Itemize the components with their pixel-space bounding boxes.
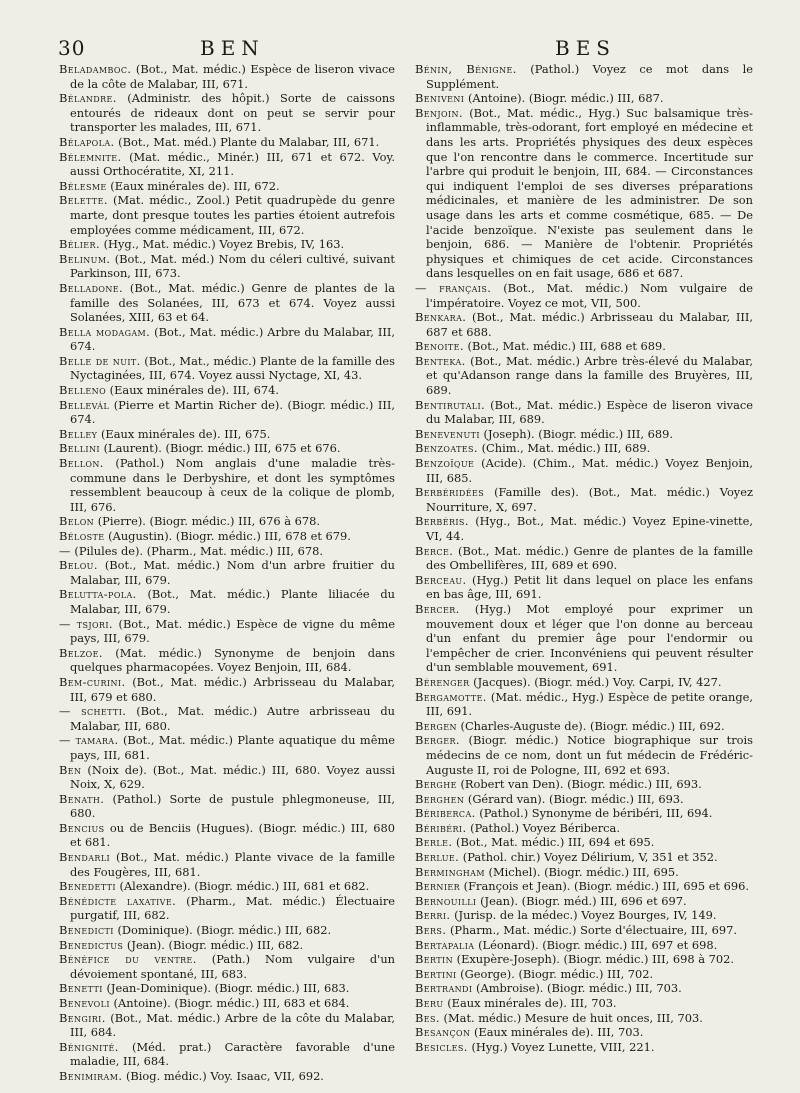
entry-text: (Eaux minérales de). III, 675. bbox=[97, 426, 271, 441]
entry-headword: Berbéridées bbox=[415, 485, 485, 500]
dictionary-entry bbox=[415, 792, 753, 807]
dictionary-entry bbox=[59, 135, 395, 150]
dictionary-entry bbox=[59, 237, 395, 252]
entry-text: (Bot., Mat. médic.) Arbre très-élevé du Malabar, et qu'Adanson range dans la famille des Bruyères, III, 689. bbox=[426, 353, 753, 398]
entry-text: (Bot., Mat. médic.) III, 688 et 689. bbox=[463, 339, 666, 354]
entry-text: (Famille des). (Bot., Mat. médic.) Voyez Nourriture, X, 697. bbox=[426, 485, 753, 514]
entry-text: (Augustin). (Biogr. médic.) III, 678 et 679. bbox=[104, 529, 351, 543]
entry-text: (Bot., Mat., médic.) Plante de la famille des Nyctaginées, III, 674. Voyez aussi Nyctage, XI, 43. bbox=[70, 353, 395, 383]
entry-text: (Michel). (Biogr. médic.) III, 695. bbox=[484, 864, 679, 879]
entry-text: (Joseph). (Biogr. médic.) III, 689. bbox=[479, 426, 673, 441]
entry-text: (Bot., Mat. médic.) Plante liliacée du Malabar, III, 679. bbox=[70, 587, 395, 616]
entry-headword: Benetti bbox=[59, 981, 103, 996]
page-number: 30 bbox=[58, 36, 86, 60]
entry-text: (Antoine). (Biogr. médic.) III, 683 et 684. bbox=[109, 996, 350, 1010]
entry-text: (Bot., Mat. médic.) Plante aquatique du même pays, III, 681. bbox=[70, 733, 395, 762]
dictionary-entry bbox=[59, 1040, 395, 1069]
entry-headword: Beladamboc. bbox=[59, 62, 132, 76]
entry-text: (Acide). (Chim., Mat. médic.) Voyez Benjoin, III, 685. bbox=[426, 456, 753, 485]
dictionary-entry bbox=[59, 617, 395, 646]
dictionary-entry bbox=[415, 733, 753, 777]
dictionary-entry bbox=[59, 150, 395, 179]
dictionary-entry bbox=[59, 354, 395, 383]
entry-headword: Bertrandi bbox=[415, 981, 473, 996]
entry-text: ou de Benciis (Hugues). (Biogr. médic.) III, 680 et 681. bbox=[70, 820, 395, 850]
entry-headword: Benedetti bbox=[59, 879, 116, 894]
entry-headword: Béribéri. bbox=[415, 820, 467, 835]
entry-headword: Benjoin. bbox=[415, 105, 463, 120]
entry-headword: Bella modagam. bbox=[59, 324, 151, 339]
dictionary-entry bbox=[415, 1040, 753, 1055]
entry-text: (Bot., Mat. méd.) Nom du céleri cultivé, suivant Parkinson, III, 673. bbox=[70, 251, 395, 281]
entry-headword: Benimiram. bbox=[59, 1068, 123, 1083]
entry-text: (Ambroise). (Biogr. médic.) III, 703. bbox=[472, 981, 682, 996]
entry-text: (Hyg.) Mot employé pour exprimer un mouvement doux et léger que l'on donne au berceau d'un enfant du premier âge pour l'endormir ou l'empêcher de crier. Inconvéniens qui peuvent résulter d'un semblable mouvement, 691. bbox=[426, 601, 753, 675]
entry-headword: Bélemnite. bbox=[59, 149, 122, 164]
dictionary-entry bbox=[59, 441, 395, 456]
dictionary-entry bbox=[59, 398, 395, 427]
entry-headword: Besicles. bbox=[415, 1039, 468, 1054]
entry-headword: Belle de nuit. bbox=[59, 353, 141, 368]
dictionary-entry bbox=[59, 193, 395, 237]
entry-headword: Besançon bbox=[415, 1025, 471, 1040]
dictionary-entry bbox=[415, 879, 753, 894]
dictionary-entry bbox=[415, 908, 753, 923]
dictionary-entry bbox=[59, 923, 395, 938]
dictionary-entry bbox=[59, 675, 395, 704]
dictionary-entry bbox=[415, 339, 753, 354]
entry-text: (Mat. médic.) Synonyme de benjoin dans quelques pharmacopées. Voyez Benjoin, III, 684. bbox=[70, 645, 395, 675]
dictionary-entry bbox=[59, 587, 395, 616]
dictionary-entry bbox=[59, 850, 395, 879]
entry-text: (Jean-Dominique). (Biogr. médic.) III, 683. bbox=[102, 981, 350, 996]
entry-text: (Exupère-Joseph). (Biogr. médic.) III, 698 à 702. bbox=[453, 952, 734, 967]
dictionary-entry bbox=[59, 456, 395, 514]
entry-headword: Bertini bbox=[415, 966, 457, 981]
dictionary-entry bbox=[415, 894, 753, 909]
dictionary-entry bbox=[59, 558, 395, 587]
entry-text: (Laurent). (Biogr. médic.) III, 675 et 676. bbox=[99, 441, 341, 456]
dictionary-entry bbox=[415, 806, 753, 821]
dictionary-entry bbox=[415, 675, 753, 690]
entry-headword: Berri. bbox=[415, 908, 451, 923]
entry-headword: Bercer. bbox=[415, 601, 460, 616]
entry-text: (Jacques). (Biogr. méd.) Voy. Carpi, IV, 427. bbox=[469, 674, 722, 689]
dictionary-entry bbox=[415, 106, 753, 281]
entry-text: (Dominique). (Biogr. médic.) III, 682. bbox=[113, 923, 332, 938]
dictionary-entry bbox=[59, 733, 395, 762]
dictionary-entry bbox=[415, 91, 753, 106]
entry-text: (Pathol. chir.) Voyez Délirium, V, 351 et 352. bbox=[459, 850, 718, 865]
dictionary-entry bbox=[415, 850, 753, 865]
dictionary-entry bbox=[59, 996, 395, 1011]
entry-text: (Hyg., Mat. médic.) Voyez Brebis, IV, 163. bbox=[99, 237, 345, 252]
entry-headword: Bertin bbox=[415, 952, 453, 967]
dictionary-entry bbox=[59, 821, 395, 850]
entry-text: (Bot., Mat. médic.) Espèce de liseron vivace du Malabar, III, 689. bbox=[426, 397, 753, 427]
entry-headword: Belley bbox=[59, 426, 98, 441]
left-column bbox=[59, 62, 395, 1084]
entry-headword: Bergamotte. bbox=[415, 689, 487, 704]
entry-text: (Mat. médic., Zool.) Petit quadrupède du genre marte, dont presque toutes les parties étoient autrefois employées comme médicament, III, 672. bbox=[70, 193, 395, 237]
dictionary-entry bbox=[415, 690, 753, 719]
dictionary-entry bbox=[59, 879, 395, 894]
dictionary-entry bbox=[59, 325, 395, 354]
entry-headword: Bénédicte laxative. bbox=[59, 893, 177, 908]
entry-text: (Pathol.) Synonyme de béribéri, III, 694. bbox=[475, 806, 713, 821]
dictionary-entry bbox=[59, 427, 395, 442]
entry-text: (François et Jean). (Biogr. médic.) III, 695 et 696. bbox=[460, 879, 749, 894]
entry-headword: Bergen bbox=[415, 718, 457, 733]
entry-text: (Mat. médic., Hyg.) Espèce de petite orange, III, 691. bbox=[426, 689, 753, 719]
entry-headword: Bénéfice du ventre. bbox=[59, 952, 197, 967]
dictionary-entry bbox=[59, 383, 395, 398]
entry-headword: Benevenuti bbox=[415, 426, 480, 441]
entry-text: (Eaux minérales de). III, 703. bbox=[443, 996, 617, 1010]
dictionary-entry bbox=[415, 427, 753, 442]
entry-headword: Belinum. bbox=[59, 251, 111, 266]
entry-text: (Pharm., Mat. médic.) Électuaire purgatif, III, 682. bbox=[70, 893, 396, 923]
dictionary-entry bbox=[415, 1025, 753, 1040]
entry-text: (Bot., Mat. médic.) Nom d'un arbre fruitier du Malabar, III, 679. bbox=[70, 558, 395, 587]
entry-headword: Ben bbox=[59, 762, 82, 777]
dictionary-entry bbox=[59, 938, 395, 953]
dictionary-entry bbox=[59, 646, 395, 675]
entry-text: (Alexandre). (Biogr. médic.) III, 681 et 682. bbox=[115, 879, 370, 894]
entry-headword: — tsjori. bbox=[59, 616, 113, 631]
right-column bbox=[415, 62, 753, 1054]
dictionary-entry bbox=[415, 310, 753, 339]
dictionary-entry bbox=[59, 252, 395, 281]
entry-text: (Bot., Mat. médic.) Genre de plantes de la famille des Ombellifères, III, 689 et 690. bbox=[426, 543, 753, 573]
dictionary-entry bbox=[59, 281, 395, 325]
entry-headword: Berghe bbox=[415, 777, 457, 792]
entry-text: (Jean). (Biogr. méd.) III, 696 et 697. bbox=[476, 893, 687, 908]
dictionary-entry bbox=[59, 179, 395, 194]
dictionary-entry bbox=[59, 62, 395, 91]
entry-headword: Bérenger bbox=[415, 674, 470, 689]
entry-text: (Bot., Mat. médic.) III, 694 et 695. bbox=[452, 835, 655, 850]
left-running-head: BEN bbox=[200, 36, 265, 60]
dictionary-entry bbox=[59, 544, 395, 559]
entry-headword: Benzoates. bbox=[415, 441, 478, 456]
entry-text: (Pathol.) Voyez Bériberca. bbox=[466, 820, 620, 835]
entry-headword: Berce. bbox=[415, 543, 454, 558]
entry-text: (Path.) Nom vulgaire d'un dévoiement spontané, III, 683. bbox=[70, 952, 395, 981]
entry-text: (Biogr. médic.) Notice biographique sur trois médecins de ce nom, dont un fut médecin de Frédéric-Auguste II, roi de Pologne, III, 692 et 693. bbox=[426, 733, 753, 777]
entry-headword: Benath. bbox=[59, 791, 105, 806]
entry-headword: Bernouilli bbox=[415, 893, 477, 908]
dictionary-entry bbox=[59, 792, 395, 821]
entry-headword: Benkara. bbox=[415, 310, 467, 325]
entry-text: (Pierre et Martin Richer de). (Biogr. médic.) III, 674. bbox=[70, 397, 395, 427]
entry-headword: Benoite. bbox=[415, 339, 464, 354]
entry-text: (Pathol.) Voyez ce mot dans le Supplément. bbox=[426, 62, 753, 91]
entry-headword: Bénignité. bbox=[59, 1039, 119, 1054]
entry-text: (Antoine). (Biogr. médic.) III, 687. bbox=[464, 91, 664, 106]
entry-headword: Berle. bbox=[415, 835, 453, 850]
entry-headword: Belon bbox=[59, 514, 95, 529]
entry-text: (Léonard). (Biogr. médic.) III, 697 et 698. bbox=[474, 937, 718, 952]
entry-headword: Benteka. bbox=[415, 353, 466, 368]
entry-headword: — tamara. bbox=[59, 733, 119, 748]
entry-headword: Berghen bbox=[415, 791, 465, 806]
entry-text: (Pierre). (Biogr. médic.) III, 676 à 678. bbox=[94, 514, 320, 529]
entry-headword: Berceau. bbox=[415, 572, 467, 587]
entry-text: (Jurisp. de la médec.) Voyez Bourges, IV, 149. bbox=[450, 908, 717, 923]
entry-text: (Eaux minérales de). III, 672. bbox=[106, 178, 280, 193]
entry-headword: Bélapola. bbox=[59, 134, 115, 149]
entry-headword: Benedicti bbox=[59, 923, 114, 938]
dictionary-entry bbox=[415, 996, 753, 1011]
entry-headword: Bélier. bbox=[59, 237, 100, 252]
entry-text: (Bot., Mat. médic.) Genre de plantes de la famille des Solanées, III, 673 et 674. Voyez aussi Solanées, XIII, 63 et 64. bbox=[70, 280, 395, 325]
entry-headword: Bellini bbox=[59, 441, 100, 456]
entry-text: (Chim., Mat. médic.) III, 689. bbox=[477, 441, 651, 456]
entry-headword: Bem-curini. bbox=[59, 674, 126, 689]
entry-headword: Bes. bbox=[415, 1010, 440, 1025]
dictionary-entry bbox=[415, 62, 753, 91]
entry-text: (Administr. des hôpit.) Sorte de caissons entourés de rideaux dont on peut se servir pour transporter les malades, III, 671. bbox=[70, 91, 395, 135]
entry-headword: Bengiri. bbox=[59, 1010, 106, 1025]
entry-text: (Hyg.) Petit lit dans lequel on place les enfans en bas âge, III, 691. bbox=[426, 572, 753, 602]
entry-headword: Berbéris. bbox=[415, 514, 469, 529]
entry-text: (Jean). (Biogr. médic.) III, 682. bbox=[123, 937, 304, 952]
dictionary-entry bbox=[59, 1069, 395, 1084]
entry-text: (Mat. médic.) Mesure de huit onces, III, 703. bbox=[439, 1010, 703, 1025]
entry-text: (Bot., Mat. médic.) Nom vulgaire de l'impératoire. Voyez ce mot, VII, 500. bbox=[426, 280, 753, 310]
entry-text: (Méd. prat.) Caractère favorable d'une maladie, III, 684. bbox=[70, 1039, 395, 1069]
dictionary-entry bbox=[415, 602, 753, 675]
dictionary-entry bbox=[59, 529, 395, 544]
entry-text: (Charles-Auguste de). (Biogr. médic.) III, 692. bbox=[456, 718, 725, 733]
entry-text: (Hyg.) Voyez Lunette, VIII, 221. bbox=[467, 1039, 655, 1054]
entry-text: (Bot., Mat. médic.) Arbrisseau du Malabar, III, 679 et 680. bbox=[70, 674, 395, 704]
entry-headword: Berger. bbox=[415, 733, 460, 748]
entry-text: (Eaux minérales de). III, 703. bbox=[470, 1025, 644, 1040]
entry-text: (Eaux minérales de). III, 674. bbox=[106, 383, 280, 398]
dictionary-entry bbox=[59, 91, 395, 135]
dictionary-entry bbox=[415, 1011, 753, 1026]
entry-headword: Bers. bbox=[415, 923, 447, 938]
entry-headword: Belette. bbox=[59, 193, 108, 208]
dictionary-entry bbox=[415, 514, 753, 543]
entry-text: (Pilules de). (Pharm., Mat. médic.) III, 678. bbox=[70, 543, 323, 558]
entry-text: (Pathol.) Nom anglais d'une maladie très-commune dans le Derbyshire, et dont les symptômes ressemblent beaucoup à ceux de la colique de plomb, III, 676. bbox=[70, 456, 395, 514]
entry-headword: Belladone. bbox=[59, 280, 124, 295]
entry-headword: — français. bbox=[415, 280, 492, 295]
entry-headword: Belleno bbox=[59, 383, 107, 398]
entry-headword: Benevoli bbox=[59, 996, 110, 1010]
entry-text: (George). (Biogr. médic.) III, 702. bbox=[456, 966, 654, 981]
entry-text: (Bot., Mat. médic.) Espèce de liseron vivace de la côte de Malabar, III, 671. bbox=[70, 62, 395, 91]
right-running-head: BES bbox=[555, 36, 616, 60]
entry-text: (Bot., Mat. médic.) Arbre de la côte du Malabar, III, 684. bbox=[70, 1010, 395, 1040]
entry-headword: Bériberca. bbox=[415, 806, 476, 821]
dictionary-entry bbox=[59, 514, 395, 529]
dictionary-entry bbox=[415, 544, 753, 573]
dictionary-entry bbox=[415, 952, 753, 967]
entry-headword: Beniveni bbox=[415, 91, 465, 106]
entry-headword: Benzoïque bbox=[415, 456, 475, 471]
entry-headword: Bénin, Bénigne. bbox=[415, 62, 517, 76]
entry-text: (Hyg., Bot., Mat. médic.) Voyez Epine-vinette, VI, 44. bbox=[426, 514, 753, 543]
entry-text: (Bot., Mat. médic., Hyg.) Suc balsamique très-inflammable, très-odorant, fort employé en médecine et dans les arts. Propriétés physiques des deux espèces que l'on rencontre dans le commerce. Incertitude sur l'arbre qui produit le benjoin, III, 684. — Circonstances qui indiquent l'emploi de ses diverses préparations médicinales, et manière de les administrer. De son usage dans les arts et comme cosmétique, 685. — De l'acide benzoïque. N'existe pas seulement dans le benjoin, 686. — Manière de l'obtenir. Propriétés physiques et chimiques de cet acide. Circonstances dans lesquelles on en fait usage, 686 et 687. bbox=[426, 105, 753, 281]
dictionary-entry bbox=[59, 952, 395, 981]
dictionary-entry bbox=[59, 894, 395, 923]
entry-headword: Bertapalia bbox=[415, 937, 475, 952]
entry-text: (Pharm., Mat. médic.) Sorte d'électuaire, III, 697. bbox=[446, 923, 737, 938]
dictionary-entry bbox=[59, 1011, 395, 1040]
entry-headword: Bellevál bbox=[59, 397, 110, 412]
entry-text: (Bot., Mat. médic.) Arbre du Malabar, III, 674. bbox=[70, 324, 395, 354]
entry-headword: Benedictus bbox=[59, 937, 124, 952]
dictionary-entry bbox=[415, 923, 753, 938]
entry-headword: Belzoe. bbox=[59, 645, 103, 660]
entry-headword: Belutta-pola. bbox=[59, 587, 137, 602]
dictionary-entry bbox=[415, 967, 753, 982]
entry-headword: Berlue. bbox=[415, 850, 460, 865]
dictionary-entry bbox=[415, 485, 753, 514]
entry-text: (Bot., Mat. médic.) Espèce de vigne du même pays, III, 679. bbox=[70, 616, 395, 646]
dictionary-entry bbox=[415, 719, 753, 734]
entry-text: (Gérard van). (Biogr. médic.) III, 693. bbox=[464, 791, 684, 806]
entry-headword: Bellon. bbox=[59, 456, 104, 471]
entry-headword: Bentirutali. bbox=[415, 397, 486, 412]
dictionary-entry bbox=[415, 456, 753, 485]
dictionary-entry bbox=[415, 354, 753, 398]
dictionary-entry bbox=[415, 281, 753, 310]
dictionary-entry bbox=[59, 763, 395, 792]
entry-headword: Bermingham bbox=[415, 864, 485, 879]
entry-text: (Bot., Mat. méd.) Plante du Malabar, III, 671. bbox=[114, 134, 380, 149]
entry-headword: Bélandre. bbox=[59, 91, 117, 106]
entry-headword: Belou. bbox=[59, 558, 98, 573]
entry-headword: — schetti. bbox=[59, 704, 127, 719]
entry-headword: Bendarli bbox=[59, 850, 111, 865]
dictionary-entry bbox=[415, 398, 753, 427]
entry-text: (Biog. médic.) Voy. Isaac, VII, 692. bbox=[122, 1068, 324, 1083]
dictionary-entry bbox=[415, 573, 753, 602]
entry-headword: — bbox=[59, 543, 71, 558]
entry-headword: Beru bbox=[415, 996, 444, 1010]
entry-headword: Bélesme bbox=[59, 178, 107, 193]
dictionary-entry bbox=[415, 835, 753, 850]
entry-text: (Bot., Mat. médic.) Arbrisseau du Malabar, III, 687 et 688. bbox=[426, 310, 753, 339]
entry-headword: Bencius bbox=[59, 820, 105, 835]
entry-headword: Béloste bbox=[59, 529, 105, 543]
dictionary-entry bbox=[415, 938, 753, 953]
entry-text: (Bot., Mat. médic.) Plante vivace de la famille des Fougères, III, 681. bbox=[70, 850, 395, 879]
dictionary-entry bbox=[59, 981, 395, 996]
entry-text: (Bot., Mat. médic.) Autre arbrisseau du Malabar, III, 680. bbox=[70, 704, 395, 733]
dictionary-entry bbox=[415, 441, 753, 456]
dictionary-entry bbox=[415, 981, 753, 996]
entry-text: (Robert van Den). (Biogr. médic.) III, 693. bbox=[456, 777, 702, 792]
dictionary-entry bbox=[415, 865, 753, 880]
dictionary-entry bbox=[59, 704, 395, 733]
entry-text: (Noix de). (Bot., Mat. médic.) III, 680. Voyez aussi Noix, X, 629. bbox=[70, 762, 395, 792]
entry-headword: Bernier bbox=[415, 879, 461, 894]
dictionary-entry bbox=[415, 777, 753, 792]
dictionary-entry bbox=[415, 821, 753, 836]
entry-text: (Pathol.) Sorte de pustule phlegmoneuse, III, 680. bbox=[70, 791, 395, 821]
entry-text: (Mat. médic., Minér.) III, 671 et 672. Voy. aussi Orthocératite, XI, 211. bbox=[70, 149, 395, 179]
